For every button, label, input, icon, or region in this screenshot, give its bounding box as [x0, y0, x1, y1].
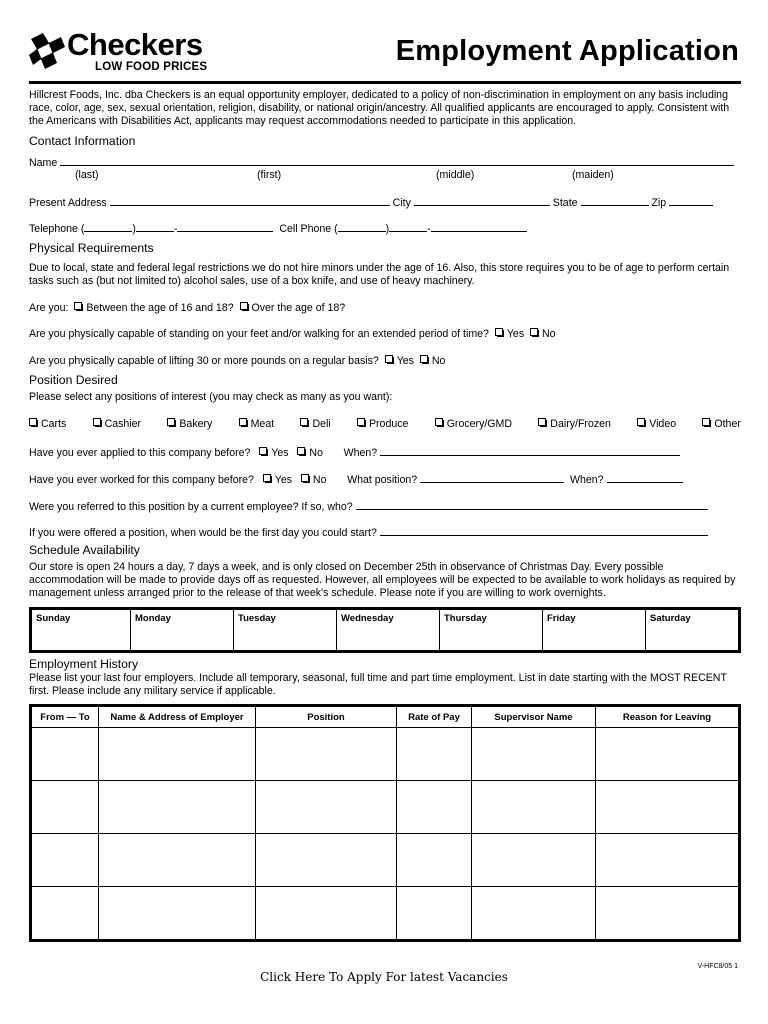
history-cell[interactable] [256, 834, 397, 887]
applied-when-label: When? [343, 447, 378, 459]
schedule-cell-sunday[interactable]: Sunday [31, 609, 131, 652]
schedule-text: Our store is open 24 hours a day, 7 days a week, and is only closed on December 25th in observance of Christmas Day. Every possible accommodation will be made to provide days off as requested. However, all employees will be expected to be available to work holidays as required by management unless arranged prior to the release of that week's schedule. Please note if you are willing to work overnights. [29, 561, 736, 599]
position-heading: Position Desired [29, 373, 118, 387]
form-code: V-HFC8/05 1 [697, 963, 738, 970]
schedule-cell-friday[interactable]: Friday [543, 609, 646, 652]
cell-area-field[interactable] [338, 221, 386, 232]
history-cell[interactable] [596, 834, 740, 887]
option-dairy[interactable] [538, 418, 611, 430]
history-cell[interactable] [31, 887, 99, 941]
name-sub-middle: (middle) [436, 169, 475, 181]
worked-yes-label: Yes [274, 474, 293, 486]
standing-no-checkbox[interactable] [530, 328, 538, 336]
name-sub-first: (first) [257, 169, 282, 181]
option-label: Cashier [104, 418, 142, 430]
checkbox-icon [435, 418, 443, 426]
option-carts[interactable] [29, 418, 66, 430]
worked-when-field[interactable] [607, 472, 683, 483]
position-text: Please select any positions of interest (you may check as many as you want): [29, 391, 393, 403]
applied-yes-label: Yes [271, 447, 289, 459]
history-cell[interactable] [472, 728, 596, 781]
option-label: Grocery/GMD [446, 418, 513, 430]
worked-row [29, 472, 683, 486]
age-16-18-checkbox[interactable] [74, 302, 82, 310]
page-title: Employment Application [395, 35, 739, 67]
history-cell[interactable] [31, 728, 99, 781]
schedule-cell-wednesday[interactable]: Wednesday [337, 609, 440, 652]
history-cell[interactable] [397, 728, 472, 781]
phone-row: Telephone ( ) - Cell Phone ( ) - [29, 221, 527, 235]
checkbox-icon [239, 418, 247, 426]
option-label: Other [714, 418, 741, 430]
schedule-cell-monday[interactable]: Monday [131, 609, 234, 652]
history-header-row [31, 706, 740, 728]
option-label: Meat [250, 418, 275, 430]
history-cell[interactable] [31, 781, 99, 834]
header-rule [29, 81, 741, 84]
telephone-prefix-field[interactable] [136, 221, 174, 232]
col-reason: Reason for Leaving [596, 706, 740, 728]
history-text: Please list your last four employers. Include all temporary, seasonal, full time and part time employment. List in date starting with the MOST RECENT first. Please include any military service if applicable. [29, 672, 727, 697]
history-cell[interactable] [99, 834, 256, 887]
checkers-logo [29, 27, 229, 76]
option-label: Produce [368, 418, 409, 430]
city-field[interactable] [414, 195, 550, 206]
state-field[interactable] [581, 195, 649, 206]
application-page [29, 27, 741, 723]
apply-link[interactable]: Click Here To Apply For latest Vacancies [260, 970, 508, 984]
lifting-yes-checkbox[interactable] [385, 355, 393, 363]
address-label: Present Address [29, 197, 107, 209]
table-row [31, 834, 740, 887]
age-over-18-label: Over the age of 18? [251, 302, 346, 314]
history-table [29, 704, 741, 942]
history-cell[interactable] [472, 834, 596, 887]
history-cell[interactable] [256, 887, 397, 941]
standing-yes-label: Yes [506, 328, 525, 340]
option-other[interactable] [702, 418, 741, 430]
name-row [29, 155, 734, 169]
age-16-18-label: Between the age of 16 and 18? [86, 302, 234, 314]
name-sub-maiden: (maiden) [572, 169, 614, 181]
applied-no-checkbox[interactable] [297, 447, 305, 455]
name-label: Name [29, 157, 58, 169]
first-day-row [29, 525, 708, 539]
checkbox-icon [167, 418, 175, 426]
name-sub-last: (last) [75, 169, 99, 181]
physical-text: Due to local, state and federal legal restrictions we do not hire minors under the age of 16. Also, this store requires you to be of age to perform certain tasks such as (but not limited to) alcohol sales, use of a box knife, and use of heavy machinery. [29, 262, 730, 287]
table-row [31, 781, 740, 834]
standing-yes-checkbox[interactable] [495, 328, 503, 336]
worked-question: Have you ever worked for this company before? [29, 474, 254, 486]
worked-no-checkbox[interactable] [301, 474, 309, 482]
history-cell[interactable] [472, 781, 596, 834]
option-grocery[interactable] [435, 418, 512, 430]
col-from-to: From — To [31, 706, 99, 728]
intro-text: Hillcrest Foods, Inc. dba Checkers is an equal opportunity employer, dedicated to a policy of non-discrimination in employment on any basis including race, color, age, sex, sexual orientation, religion, disability, or national origin/ancestry. All qualified applicants are encouraged to apply. Consistent with the Americans with Disabilities Act, applicants may request accommodations needed to participate in this application. [29, 89, 730, 127]
option-produce[interactable] [357, 418, 408, 430]
option-label: Carts [41, 418, 67, 430]
standing-question: Are you physically capable of standing on your feet and/or walking for an extended period of time? [29, 328, 489, 340]
schedule-heading: Schedule Availability [29, 543, 140, 557]
logo-name: Checkers [67, 27, 203, 62]
applied-when-field[interactable] [380, 445, 680, 456]
option-label: Bakery [179, 418, 213, 430]
applied-no-label: No [309, 447, 323, 459]
first-day-question: If you were offered a position, when would be the first day you could start? [29, 527, 377, 539]
first-day-field[interactable] [380, 525, 708, 536]
checkbox-icon [29, 418, 37, 426]
option-label: Dairy/Frozen [550, 418, 611, 430]
table-row [31, 887, 740, 941]
cell-label: Cell Phone ( [279, 223, 338, 235]
schedule-cell-saturday[interactable]: Saturday [646, 609, 740, 652]
option-label: Deli [312, 418, 331, 430]
zip-label: Zip [651, 197, 667, 209]
option-bakery[interactable] [167, 418, 212, 430]
history-cell[interactable] [99, 728, 256, 781]
what-position-label: What position? [347, 474, 418, 486]
applied-question: Have you ever applied to this company before? [29, 447, 251, 459]
position-options [29, 418, 741, 430]
schedule-cell-tuesday[interactable]: Tuesday [234, 609, 337, 652]
lifting-yes-label: Yes [396, 355, 414, 367]
history-cell[interactable] [99, 887, 256, 941]
logo-tagline: LOW FOOD PRICES [95, 61, 208, 73]
history-cell[interactable] [256, 728, 397, 781]
history-cell[interactable] [596, 887, 740, 941]
option-cashier[interactable] [93, 418, 142, 430]
schedule-cell-thursday[interactable]: Thursday [440, 609, 543, 652]
option-deli[interactable] [300, 418, 330, 430]
applied-row [29, 445, 680, 459]
history-cell[interactable] [596, 728, 740, 781]
name-field[interactable] [60, 155, 734, 166]
table-row [31, 728, 740, 781]
lifting-no-checkbox[interactable] [420, 355, 428, 363]
history-cell[interactable] [397, 834, 472, 887]
telephone-area-field[interactable] [84, 221, 132, 232]
standing-row [29, 328, 556, 340]
zip-field[interactable] [669, 195, 713, 206]
history-cell[interactable] [596, 781, 740, 834]
col-employer: Name & Address of Employer [99, 706, 256, 728]
contact-heading: Contact Information [29, 134, 136, 148]
are-you-label: Are you: [29, 302, 69, 314]
physical-heading: Physical Requirements [29, 241, 154, 255]
option-label: Video [649, 418, 677, 430]
referred-question: Were you referred to this position by a current employee? If so, who? [29, 501, 353, 513]
history-cell[interactable] [472, 887, 596, 941]
checkbox-icon [93, 418, 101, 426]
applied-yes-checkbox[interactable] [259, 447, 267, 455]
telephone-number-field[interactable] [177, 221, 273, 232]
checkbox-icon [538, 418, 546, 426]
cell-number-field[interactable] [431, 221, 527, 232]
history-cell[interactable] [397, 887, 472, 941]
worked-no-label: No [312, 474, 327, 486]
checkbox-icon [357, 418, 365, 426]
option-video[interactable] [637, 418, 676, 430]
lifting-question: Are you physically capable of lifting 30 or more pounds on a regular basis? [29, 355, 379, 367]
schedule-table [29, 607, 741, 653]
what-position-field[interactable] [420, 472, 564, 483]
worked-yes-checkbox[interactable] [263, 474, 271, 482]
address-field[interactable] [110, 195, 390, 206]
checkbox-icon [300, 418, 308, 426]
history-cell[interactable] [99, 781, 256, 834]
age-over-18-checkbox[interactable] [240, 302, 248, 310]
lifting-no-label: No [431, 355, 446, 367]
age-row [29, 302, 345, 314]
city-label: City [392, 197, 411, 209]
col-rate: Rate of Pay [397, 706, 472, 728]
option-meat[interactable] [239, 418, 275, 430]
state-label: State [552, 197, 578, 209]
history-cell[interactable] [397, 781, 472, 834]
cell-prefix-field[interactable] [389, 221, 427, 232]
referred-field[interactable] [356, 499, 708, 510]
history-heading: Employment History [29, 657, 139, 671]
history-cell[interactable] [256, 781, 397, 834]
col-supervisor: Supervisor Name [472, 706, 596, 728]
header [29, 28, 741, 78]
checkbox-icon [702, 418, 710, 426]
checkered-flag-icon [29, 33, 65, 73]
worked-when-label: When? [570, 474, 604, 486]
standing-no-label: No [542, 328, 556, 340]
referred-row [29, 499, 708, 513]
address-row [29, 195, 713, 209]
col-position: Position [256, 706, 397, 728]
checkbox-icon [637, 418, 645, 426]
telephone-label: Telephone ( [29, 223, 85, 235]
lifting-row [29, 355, 445, 367]
history-cell[interactable] [31, 834, 99, 887]
